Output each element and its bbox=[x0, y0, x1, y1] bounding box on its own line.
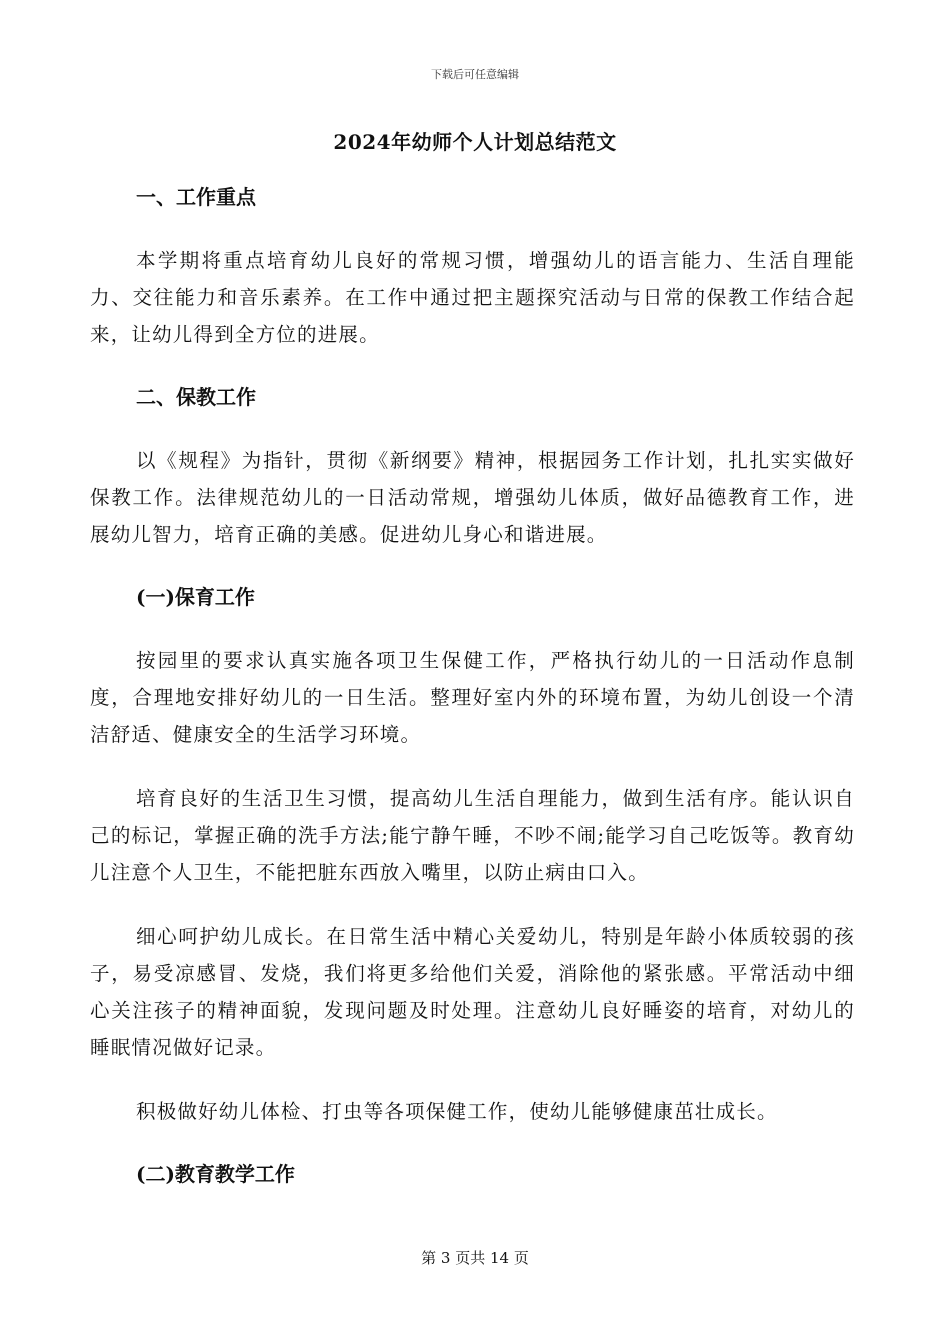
page-footer: 第 3 页共 14 页 bbox=[421, 1249, 529, 1267]
paragraph: 细心呵护幼儿成长。在日常生活中精心关爱幼儿，特别是年龄小体质较弱的孩子，易受凉感冒、发烧，我们将更多给他们关爱，消除他的紧张感。平常活动中细心关注孩子的精神面貌，发现问题及时处理。注意幼儿良好睡姿的培育，对幼儿的睡眠情况做好记录。 bbox=[90, 925, 855, 1059]
document-title: 2024年幼师个人计划总结范文 bbox=[333, 130, 617, 154]
header-note: 下载后可任意编辑 bbox=[431, 68, 519, 81]
paragraph: 按园里的要求认真实施各项卫生保健工作，严格执行幼儿的一日活动作息制度，合理地安排好幼儿的一日生活。整理好室内外的环境布置，为幼儿创设一个清洁舒适、健康安全的生活学习环境。 bbox=[90, 649, 855, 746]
subsection-heading-care-work: (一)保育工作 bbox=[136, 585, 255, 609]
subsection-heading-teaching-work: (二)教育教学工作 bbox=[136, 1162, 295, 1186]
section-heading-care-education: 二、保教工作 bbox=[136, 385, 256, 409]
paragraph: 积极做好幼儿体检、打虫等各项保健工作，使幼儿能够健康茁壮成长。 bbox=[136, 1100, 778, 1123]
paragraph: 本学期将重点培育幼儿良好的常规习惯，增强幼儿的语言能力、生活自理能力、交往能力和音乐素养。在工作中通过把主题探究活动与日常的保教工作结合起来，让幼儿得到全方位的进展。 bbox=[90, 249, 855, 346]
document-body bbox=[90, 180, 855, 1219]
section-heading-work-focus: 一、工作重点 bbox=[136, 185, 256, 209]
paragraph: 培育良好的生活卫生习惯，提高幼儿生活自理能力，做到生活有序。能认识自己的标记，掌握正确的洗手方法;能宁静午睡，不吵不闹;能学习自己吃饭等。教育幼儿注意个人卫生，不能把脏东西放入嘴里，以防止病由口入。 bbox=[90, 787, 855, 884]
paragraph: 以《规程》为指针，贯彻《新纲要》精神，根据园务工作计划，扎扎实实做好保教工作。法律规范幼儿的一日活动常规，增强幼儿体质，做好品德教育工作，进展幼儿智力，培育正确的美感。促进幼儿身心和谐进展。 bbox=[90, 449, 855, 546]
